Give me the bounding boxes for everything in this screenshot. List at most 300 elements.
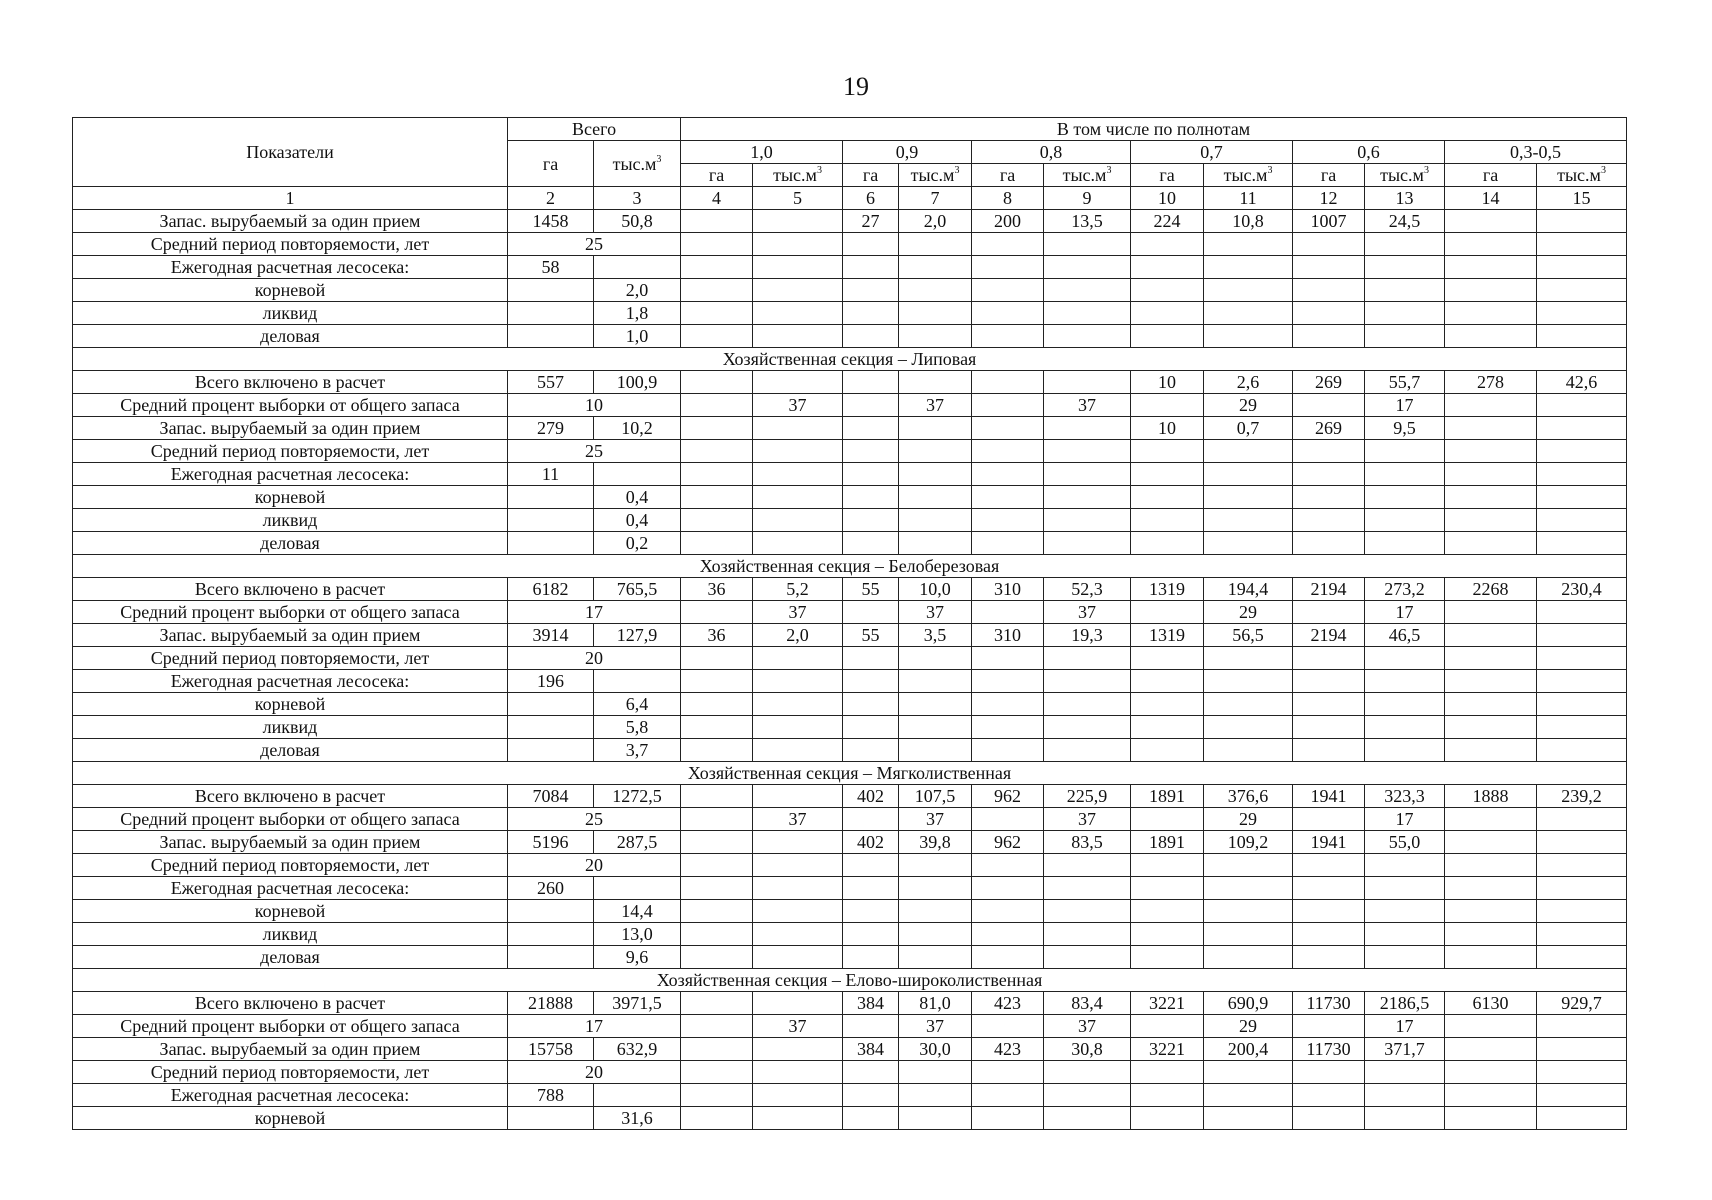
- cell: [1131, 946, 1204, 969]
- cell: [508, 946, 594, 969]
- column-number: 6: [843, 187, 899, 210]
- cell: [681, 900, 753, 923]
- cell: [681, 854, 753, 877]
- cell: [1131, 601, 1204, 624]
- cell: [1537, 1015, 1627, 1038]
- section-title-row: [73, 555, 1627, 578]
- row-label: Запас. вырубаемый за один прием: [73, 210, 508, 233]
- cell: [681, 486, 753, 509]
- cell: 7084: [508, 785, 594, 808]
- cell: [1293, 900, 1365, 923]
- cell: [972, 693, 1044, 716]
- cell: [1537, 394, 1627, 417]
- cell: 37: [753, 394, 843, 417]
- row-label: Средний процент выборки от общего запаса: [73, 601, 508, 624]
- header-density: 0,3-0,5: [1445, 141, 1627, 164]
- cell: 10,0: [899, 578, 972, 601]
- cell: 17: [1365, 1015, 1445, 1038]
- cell: [753, 923, 843, 946]
- cell: [753, 233, 843, 256]
- cell: [681, 325, 753, 348]
- cell: 50,8: [594, 210, 681, 233]
- cell: 260: [508, 877, 594, 900]
- cell: 3914: [508, 624, 594, 647]
- cell: 557: [508, 371, 594, 394]
- row-label: корневой: [73, 1107, 508, 1130]
- cell: [972, 739, 1044, 762]
- cell: [1293, 647, 1365, 670]
- cell: [843, 394, 899, 417]
- cell: [508, 923, 594, 946]
- cell: 690,9: [1204, 992, 1293, 1015]
- cell: 2,6: [1204, 371, 1293, 394]
- cell: [1204, 233, 1293, 256]
- cell: [1537, 739, 1627, 762]
- row-label: Средний период повторяемости, лет: [73, 1061, 508, 1084]
- header-density: 0,8: [972, 141, 1131, 164]
- cell: [972, 371, 1044, 394]
- cell: 55: [843, 578, 899, 601]
- cell: [1365, 440, 1445, 463]
- cell: [1445, 693, 1537, 716]
- cell: [899, 877, 972, 900]
- cell: [1044, 923, 1131, 946]
- table-row: [73, 785, 1627, 808]
- cell: [681, 785, 753, 808]
- cell: [1537, 624, 1627, 647]
- cell: [843, 1084, 899, 1107]
- header-indicator: Показатели: [73, 118, 508, 187]
- cell: 384: [843, 1038, 899, 1061]
- cell: [843, 417, 899, 440]
- row-label: Ежегодная расчетная лесосека:: [73, 877, 508, 900]
- cell: [1537, 417, 1627, 440]
- total-merged-cell: 20: [508, 854, 681, 877]
- cell: [843, 716, 899, 739]
- cell: [753, 1061, 843, 1084]
- cell: [899, 463, 972, 486]
- total-merged-cell: 10: [508, 394, 681, 417]
- cell: 423: [972, 992, 1044, 1015]
- cell: [1293, 946, 1365, 969]
- section-title-row: [73, 762, 1627, 785]
- section-title-row: [73, 969, 1627, 992]
- cell: [1445, 1015, 1537, 1038]
- cell: [681, 739, 753, 762]
- cell: [1293, 279, 1365, 302]
- table-row: [73, 463, 1627, 486]
- cell: [1044, 302, 1131, 325]
- row-label: Запас. вырубаемый за один прием: [73, 624, 508, 647]
- cell: [681, 877, 753, 900]
- cell: [1445, 1084, 1537, 1107]
- cell: 230,4: [1537, 578, 1627, 601]
- cell: [508, 716, 594, 739]
- cell: 24,5: [1365, 210, 1445, 233]
- cell: [972, 302, 1044, 325]
- header-by-density: В том числе по полнотам: [681, 118, 1627, 141]
- cell: [1445, 670, 1537, 693]
- cell: [1537, 532, 1627, 555]
- cell: [843, 325, 899, 348]
- cell: 310: [972, 578, 1044, 601]
- cell: [1365, 739, 1445, 762]
- section-title: Хозяйственная секция – Липовая: [73, 348, 1627, 371]
- cell: 42,6: [1537, 371, 1627, 394]
- cell: [1445, 739, 1537, 762]
- cell: [1131, 670, 1204, 693]
- cell: [1365, 900, 1445, 923]
- cell: [843, 463, 899, 486]
- cell: 55: [843, 624, 899, 647]
- cell: 37: [899, 394, 972, 417]
- cell: [899, 302, 972, 325]
- cell: [899, 509, 972, 532]
- row-label: деловая: [73, 325, 508, 348]
- cell: 5196: [508, 831, 594, 854]
- cell: [1131, 279, 1204, 302]
- cell: [1204, 739, 1293, 762]
- cell: [681, 302, 753, 325]
- cell: [508, 532, 594, 555]
- cell: [1445, 1038, 1537, 1061]
- row-label: Средний период повторяемости, лет: [73, 233, 508, 256]
- cell: [1044, 900, 1131, 923]
- cell: [681, 923, 753, 946]
- cell: [1445, 808, 1537, 831]
- cell: 10,2: [594, 417, 681, 440]
- cell: [1537, 670, 1627, 693]
- cell: [1044, 532, 1131, 555]
- cell: 39,8: [899, 831, 972, 854]
- row-label: ликвид: [73, 509, 508, 532]
- header-unit-m3: $тыс.м^3$: [1204, 164, 1293, 187]
- cell: [1365, 302, 1445, 325]
- cell: [1044, 1107, 1131, 1130]
- cell: [1365, 877, 1445, 900]
- cell: [1044, 854, 1131, 877]
- cell: [899, 739, 972, 762]
- row-label: Ежегодная расчетная лесосека:: [73, 1084, 508, 1107]
- cell: [1445, 716, 1537, 739]
- row-label: Всего включено в расчет: [73, 785, 508, 808]
- cell: [1365, 486, 1445, 509]
- header-unit-ha: га: [1293, 164, 1365, 187]
- row-label: Средний процент выборки от общего запаса: [73, 1015, 508, 1038]
- cell: [753, 647, 843, 670]
- header-total: Всего: [508, 118, 681, 141]
- cell: 37: [753, 601, 843, 624]
- cell: [1131, 1061, 1204, 1084]
- cell: [681, 693, 753, 716]
- cell: 402: [843, 831, 899, 854]
- cell: [753, 302, 843, 325]
- cell: [753, 854, 843, 877]
- cell: 37: [1044, 808, 1131, 831]
- header-density: 1,0: [681, 141, 843, 164]
- cell: 2,0: [753, 624, 843, 647]
- cell: 279: [508, 417, 594, 440]
- cell: 15758: [508, 1038, 594, 1061]
- row-label: Запас. вырубаемый за один прием: [73, 831, 508, 854]
- cell: [972, 601, 1044, 624]
- header-unit-ha: га: [681, 164, 753, 187]
- cell: 31,6: [594, 1107, 681, 1130]
- cell: [508, 739, 594, 762]
- cell: [1365, 256, 1445, 279]
- cell: [1537, 486, 1627, 509]
- row-label: Средний процент выборки от общего запаса: [73, 394, 508, 417]
- table-row: [73, 486, 1627, 509]
- table-row: [73, 1015, 1627, 1038]
- table-row: [73, 647, 1627, 670]
- cell: [1293, 440, 1365, 463]
- cell: [753, 716, 843, 739]
- row-label: корневой: [73, 279, 508, 302]
- column-number: 12: [1293, 187, 1365, 210]
- cell: [1293, 486, 1365, 509]
- cell: [594, 877, 681, 900]
- column-number: 2: [508, 187, 594, 210]
- cell: 1941: [1293, 831, 1365, 854]
- cell: [972, 256, 1044, 279]
- cell: [1131, 256, 1204, 279]
- cell: [843, 509, 899, 532]
- cell: [753, 532, 843, 555]
- header-unit-m3: $тыс.м^3$: [1537, 164, 1627, 187]
- row-label: Всего включено в расчет: [73, 371, 508, 394]
- cell: 0,4: [594, 509, 681, 532]
- cell: 46,5: [1365, 624, 1445, 647]
- row-label: корневой: [73, 693, 508, 716]
- cell: [843, 440, 899, 463]
- cell: [1445, 1107, 1537, 1130]
- table-row: [73, 532, 1627, 555]
- cell: 224: [1131, 210, 1204, 233]
- cell: [899, 900, 972, 923]
- cell: 37: [899, 1015, 972, 1038]
- cell: 1458: [508, 210, 594, 233]
- cell: [681, 1107, 753, 1130]
- cell: [681, 716, 753, 739]
- cell: 1941: [1293, 785, 1365, 808]
- cell: [843, 854, 899, 877]
- row-label: Средний период повторяемости, лет: [73, 440, 508, 463]
- cell: [753, 463, 843, 486]
- cell: [1537, 647, 1627, 670]
- cell: 423: [972, 1038, 1044, 1061]
- cell: 765,5: [594, 578, 681, 601]
- cell: 11: [508, 463, 594, 486]
- cell: [1445, 877, 1537, 900]
- cell: 56,5: [1204, 624, 1293, 647]
- cell: 19,3: [1044, 624, 1131, 647]
- cell: [843, 923, 899, 946]
- cell: 1891: [1131, 831, 1204, 854]
- cell: [1293, 256, 1365, 279]
- cell: [1365, 1084, 1445, 1107]
- cell: [1537, 854, 1627, 877]
- cell: 10,8: [1204, 210, 1293, 233]
- column-number: 10: [1131, 187, 1204, 210]
- cell: [1293, 1107, 1365, 1130]
- cell: [1044, 946, 1131, 969]
- cell: 9,5: [1365, 417, 1445, 440]
- header-density: 0,6: [1293, 141, 1445, 164]
- cell: [972, 440, 1044, 463]
- cell: [1445, 854, 1537, 877]
- cell: [1131, 486, 1204, 509]
- cell: [972, 923, 1044, 946]
- cell: [1044, 693, 1131, 716]
- cell: [753, 417, 843, 440]
- cell: [972, 670, 1044, 693]
- cell: [753, 785, 843, 808]
- cell: [1044, 716, 1131, 739]
- column-number: 3: [594, 187, 681, 210]
- cell: [1131, 1107, 1204, 1130]
- cell: [1537, 325, 1627, 348]
- cell: [972, 1015, 1044, 1038]
- cell: 29: [1204, 394, 1293, 417]
- cell: [1365, 670, 1445, 693]
- cell: [1044, 325, 1131, 348]
- cell: [681, 463, 753, 486]
- cell: [594, 670, 681, 693]
- cell: [1204, 670, 1293, 693]
- total-merged-cell: 17: [508, 1015, 681, 1038]
- cell: 5,8: [594, 716, 681, 739]
- header-unit-m3: $тыс.м^3$: [899, 164, 972, 187]
- cell: [681, 1038, 753, 1061]
- cell: [899, 854, 972, 877]
- forest-indicators-table: [72, 117, 1627, 1130]
- cell: 6130: [1445, 992, 1537, 1015]
- cell: 225,9: [1044, 785, 1131, 808]
- cell: [508, 302, 594, 325]
- cell: [753, 1038, 843, 1061]
- cell: [508, 900, 594, 923]
- cell: [1293, 923, 1365, 946]
- cell: [1044, 670, 1131, 693]
- cell: [899, 233, 972, 256]
- cell: [972, 1061, 1044, 1084]
- cell: [843, 371, 899, 394]
- column-number: 15: [1537, 187, 1627, 210]
- cell: [1044, 509, 1131, 532]
- cell: 402: [843, 785, 899, 808]
- row-label: Средний период повторяемости, лет: [73, 647, 508, 670]
- table-row: [73, 509, 1627, 532]
- cell: [972, 877, 1044, 900]
- cell: [843, 693, 899, 716]
- cell: 6,4: [594, 693, 681, 716]
- cell: 384: [843, 992, 899, 1015]
- table-row: [73, 1061, 1627, 1084]
- cell: 269: [1293, 371, 1365, 394]
- cell: [681, 394, 753, 417]
- header-total-ha: га: [508, 141, 594, 187]
- cell: [1044, 1061, 1131, 1084]
- cell: [972, 946, 1044, 969]
- cell: 3971,5: [594, 992, 681, 1015]
- cell: [1445, 417, 1537, 440]
- cell: [681, 371, 753, 394]
- cell: [843, 877, 899, 900]
- cell: [681, 509, 753, 532]
- cell: [1445, 486, 1537, 509]
- cell: [1131, 854, 1204, 877]
- cell: [1044, 739, 1131, 762]
- cell: [1044, 371, 1131, 394]
- cell: [899, 279, 972, 302]
- table-row: [73, 1084, 1627, 1107]
- cell: [1131, 900, 1204, 923]
- cell: [1131, 1015, 1204, 1038]
- column-number-row: [73, 187, 1627, 210]
- header-density: 0,7: [1131, 141, 1293, 164]
- cell: [1044, 1084, 1131, 1107]
- cell: 10: [1131, 417, 1204, 440]
- cell: [508, 693, 594, 716]
- cell: [1365, 325, 1445, 348]
- cell: 1,8: [594, 302, 681, 325]
- cell: 3221: [1131, 1038, 1204, 1061]
- cell: [899, 440, 972, 463]
- cell: [1131, 647, 1204, 670]
- cell: 37: [753, 1015, 843, 1038]
- cell: [1445, 509, 1537, 532]
- cell: [681, 417, 753, 440]
- cell: [843, 486, 899, 509]
- cell: [1204, 923, 1293, 946]
- table-row: [73, 693, 1627, 716]
- cell: [843, 900, 899, 923]
- cell: [899, 1084, 972, 1107]
- cell: [843, 739, 899, 762]
- table-row: [73, 1038, 1627, 1061]
- cell: [899, 1061, 972, 1084]
- cell: [1204, 1084, 1293, 1107]
- table-row: [73, 279, 1627, 302]
- cell: [1537, 1038, 1627, 1061]
- column-number: 9: [1044, 187, 1131, 210]
- cell: [1204, 693, 1293, 716]
- cell: [1445, 601, 1537, 624]
- cell: [1293, 509, 1365, 532]
- cell: [753, 256, 843, 279]
- cell: [1365, 693, 1445, 716]
- column-number: 1: [73, 187, 508, 210]
- cell: [1204, 854, 1293, 877]
- cell: 5,2: [753, 578, 843, 601]
- cell: [1204, 716, 1293, 739]
- cell: 37: [899, 808, 972, 831]
- cell: [1537, 923, 1627, 946]
- cell: [899, 325, 972, 348]
- cell: 58: [508, 256, 594, 279]
- cell: [972, 463, 1044, 486]
- table-row: [73, 923, 1627, 946]
- cell: [899, 716, 972, 739]
- table-row: [73, 578, 1627, 601]
- cell: [1445, 279, 1537, 302]
- cell: [1445, 394, 1537, 417]
- cell: [1445, 923, 1537, 946]
- cell: [1365, 532, 1445, 555]
- cell: 83,4: [1044, 992, 1131, 1015]
- cell: [1293, 854, 1365, 877]
